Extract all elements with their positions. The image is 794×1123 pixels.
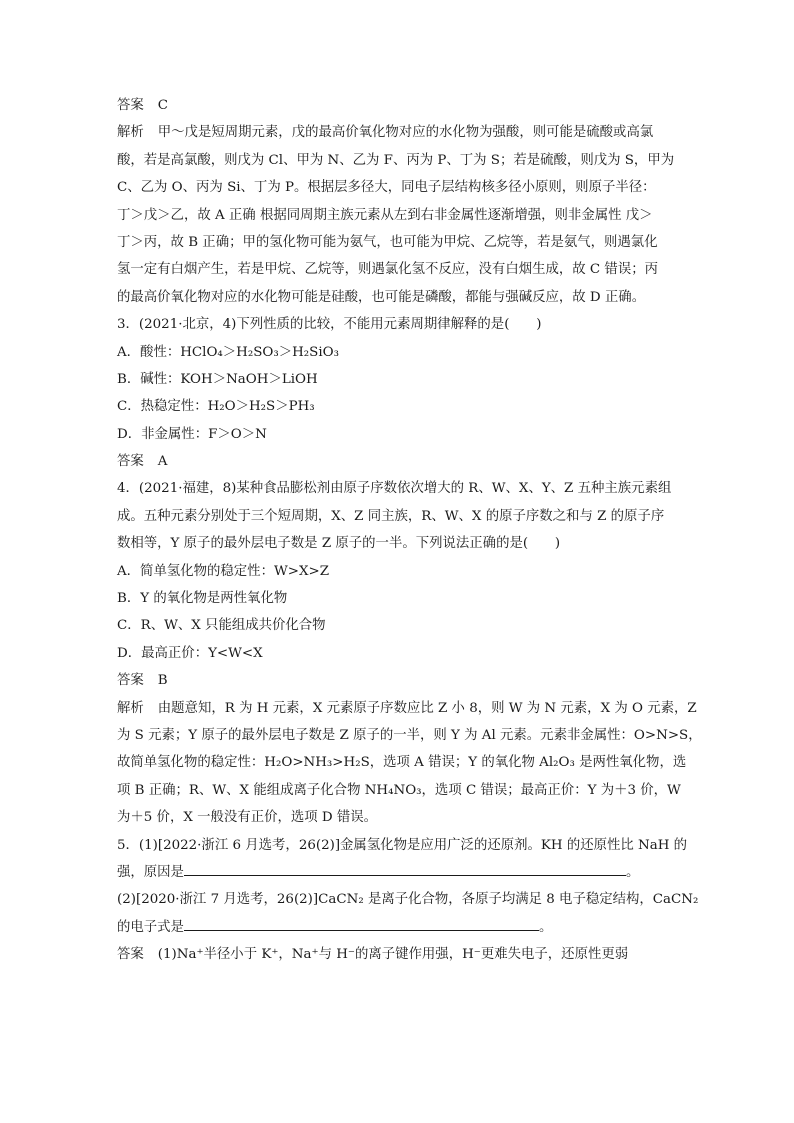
q3-stem: 3．(2021·北京，4)下列性质的比较，不能用元素周期律解释的是( ) (117, 317, 542, 333)
q2-explain-line (117, 119, 677, 146)
q4-explain-line (117, 695, 697, 722)
q4-explain-line: 故简单氢化物的稳定性：H₂O>NH₃>H₂S，选项 A 错误；Y 的氧化物 Al₂O₃ 是两性氧化物，选 (117, 755, 687, 771)
answer-value: C (157, 98, 169, 113)
q2-explain-line: C、乙为 O、丙为 Si、丁为 P。根据层多径大，同电子层结构核多径小原则，则原子半径： (117, 180, 656, 196)
q2-explain-line: 丁＞丙，故 B 正确；甲的氢化物可能为氨气，也可能为甲烷、乙烷等，若是氨气，则遇氯化 (117, 234, 658, 250)
answer-blank[interactable] (184, 916, 539, 931)
explain-label: 解析 (117, 700, 144, 716)
q2-explain-line: 丁＞戊＞乙，故 A 正确 根据同周期主族元素从左到右非金属性逐渐增强，则非金属性 戊＞ (117, 207, 653, 223)
q5-fill-line (117, 859, 677, 886)
answer-value: (1)Na⁺半径小于 K⁺，Na⁺与 H⁻的离子键作用强，H⁻更难失电子，还原性更弱 (157, 947, 629, 963)
q4-option-d: D．最高正价：Y<W<X (117, 645, 263, 661)
q5-line: (2)[2020·浙江 7 月选考，26(2)]CaCN₂ 是离子化合物，各原子均满足 8 电子稳定结构，CaCN₂ (117, 892, 699, 908)
answer-label: 答案 (117, 947, 144, 963)
q4-stem: 4．(2021·福建，8)某种食品膨松剂由原子序数依次增大的 R、W、X、Y、Z 五种主族元素组 (117, 481, 672, 497)
answer-label: 答案 (117, 98, 144, 113)
q5-fill-line (117, 914, 677, 941)
answer-blank[interactable] (184, 861, 626, 876)
q4-explain-line: 项 B 正确；R、W、X 能组成离子化合物 NH₄NO₃，选项 C 错误；最高正价：Y 为＋3 价，W (117, 782, 681, 798)
q4-option-a: A．简单氢化物的稳定性：W>X>Z (117, 563, 330, 579)
document-page (117, 92, 702, 969)
q5-text: 。 (538, 919, 553, 935)
q5-text: 强，原因是 (117, 864, 184, 880)
q5-text: 。 (625, 864, 640, 880)
q4-option-b: B．Y 的氧化物是两性氧化物 (117, 591, 288, 607)
q4-option-c: C．R、W、X 只能组成共价化合物 (117, 618, 326, 634)
q3-answer-line (117, 448, 677, 475)
q2-answer-line (117, 92, 677, 119)
q2-explain-line: 的最高价氧化物对应的水化物可能是硅酸，也可能是磷酸，都能与强碱反应，故 D 正确。 (117, 289, 646, 305)
q4-answer-line (117, 667, 677, 694)
q5-line: 5．(1)[2022·浙江 6 月选考，26(2)]金属氢化物是应用广泛的还原剂。KH 的还原性比 NaH 的 (117, 837, 688, 853)
q5-answer-line (117, 941, 677, 968)
explain-text: 由题意知，R 为 H 元素，X 元素原子序数应比 Z 小 8，则 W 为 N 元素，X 为 O 元素，Z (157, 700, 697, 716)
q3-option-d: D．非金属性：F＞O＞N (117, 426, 267, 442)
q2-explain-line: 氢一定有白烟产生，若是甲烷、乙烷等，则遇氯化氢不反应，没有白烟生成，故 C 错误；丙 (117, 262, 658, 278)
answer-value: A (157, 454, 168, 470)
q3-option-c: C．热稳定性：H₂O＞H₂S＞PH₃ (117, 399, 315, 415)
explain-text: 甲～戊是短周期元素，戊的最高价氧化物对应的水化物为强酸，则可能是硫酸或高氯 (157, 125, 654, 141)
q3-option-a: A．酸性：HClO₄＞H₂SO₃＞H₂SiO₃ (117, 344, 339, 360)
answer-label: 答案 (117, 673, 144, 689)
q4-stem: 成。五种元素分别处于三个短周期，X、Z 同主族，R、W、X 的原子序数之和与 Z 的原子序 (117, 508, 665, 524)
answer-label: 答案 (117, 454, 144, 470)
q2-explain-line: 酸，若是高氯酸，则戊为 Cl、甲为 N、乙为 F、丙为 P、丁为 S；若是硫酸，则戊为 S，甲为 (117, 152, 675, 168)
answer-value: B (157, 673, 168, 689)
q4-explain-line: 为 S 元素；Y 原子的最外层电子数是 Z 原子的一半，则 Y 为 Al 元素。元素非金属性：O>N>S， (117, 727, 702, 743)
q3-option-b: B．碱性：KOH＞NaOH＞LiOH (117, 371, 318, 387)
q4-stem: 数相等，Y 原子的最外层电子数是 Z 原子的一半。下列说法正确的是( ) (117, 536, 561, 552)
explain-label: 解析 (117, 125, 144, 141)
q4-explain-line: 为＋5 价，X 一般没有正价，选项 D 错误。 (117, 810, 378, 826)
q5-text: 的电子式是 (117, 919, 184, 935)
